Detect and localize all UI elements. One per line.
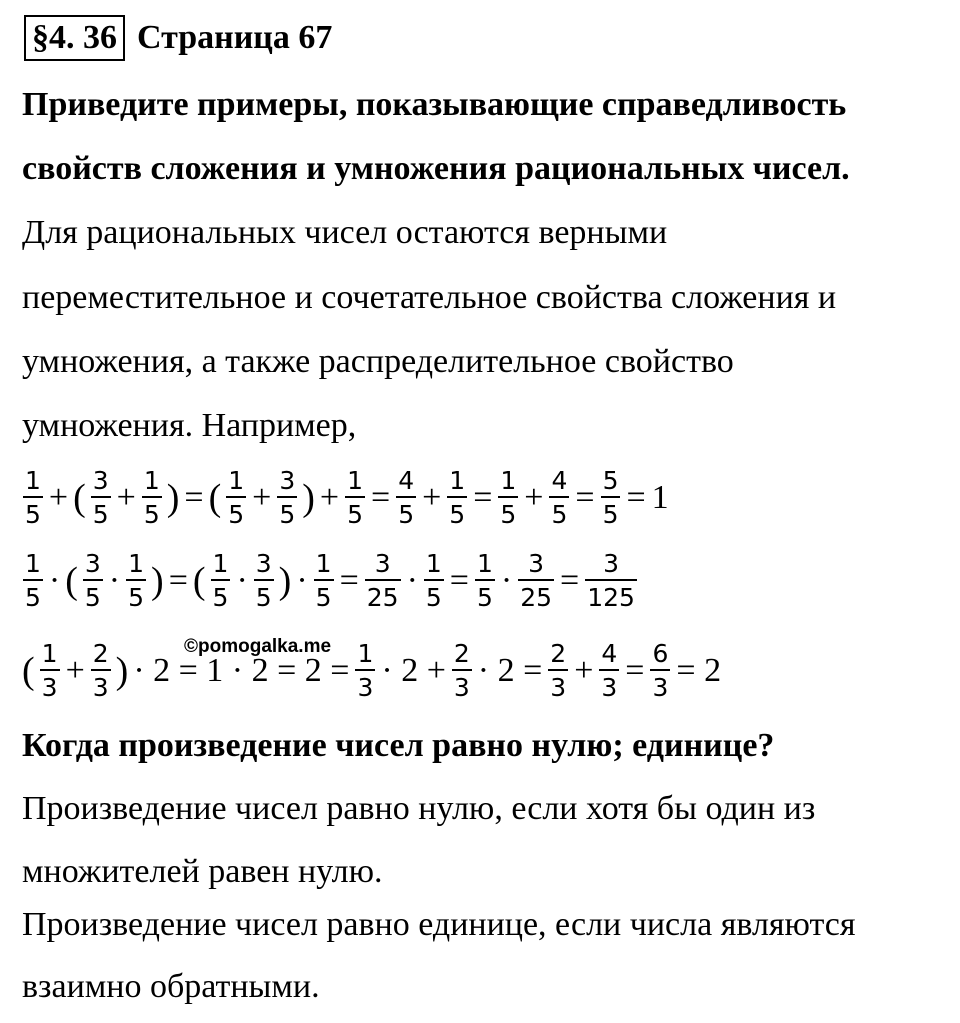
operator: = bbox=[575, 478, 595, 516]
answer-1-line-2: переместительное и сочетательное свойства сложения и bbox=[22, 279, 837, 316]
page-header bbox=[24, 14, 332, 62]
paren: ( bbox=[73, 476, 86, 519]
fraction: $\frac{1}{5}$ bbox=[347, 466, 363, 529]
paren: ) bbox=[166, 476, 180, 519]
fraction: $\frac{4}{3}$ bbox=[601, 639, 618, 702]
question-2: Когда произведение чисел равно нулю; единице? bbox=[22, 727, 775, 764]
fraction: $\frac{3}{125}$ bbox=[587, 549, 635, 612]
answer-2-line-4: взаимно обратными. bbox=[22, 968, 320, 1005]
paren: ( bbox=[192, 559, 206, 602]
expression-segment: · 2 = 1 · 2 = 2 = bbox=[133, 651, 350, 689]
fraction: $\frac{3}{5}$ bbox=[279, 466, 296, 529]
fraction: $\frac{1}{5}$ bbox=[449, 466, 466, 529]
paren: ( bbox=[208, 476, 222, 519]
fraction: $\frac{5}{5}$ bbox=[602, 466, 619, 529]
paren: ) bbox=[151, 559, 164, 602]
fraction: $\frac{1}{5}$ bbox=[425, 549, 442, 612]
fraction: $\frac{1}{5}$ bbox=[315, 549, 332, 612]
operator: = bbox=[560, 561, 580, 599]
answer-2-line-1: Произведение чисел равно нулю, если хотя бы один из bbox=[22, 790, 816, 827]
formula-distributive bbox=[20, 641, 724, 700]
operator: · bbox=[406, 561, 418, 599]
operator: · bbox=[48, 561, 61, 599]
operator: · bbox=[236, 561, 248, 599]
paren: ( bbox=[65, 559, 78, 602]
fraction: $\frac{6}{3}$ bbox=[652, 639, 669, 702]
operator: = bbox=[371, 478, 391, 516]
operator: = bbox=[449, 561, 469, 599]
fraction: $\frac{1}{3}$ bbox=[41, 639, 58, 702]
answer-1-line-4: умножения. Например, bbox=[22, 407, 357, 444]
operator: + bbox=[422, 478, 442, 516]
fraction: $\frac{4}{5}$ bbox=[551, 466, 568, 529]
fraction: $\frac{1}{5}$ bbox=[128, 549, 145, 612]
answer-1-line-3: умножения, а также распределительное свойство bbox=[22, 343, 734, 380]
paren: ) bbox=[302, 476, 315, 519]
watermark: ©pomogalka.me bbox=[184, 636, 332, 657]
fraction: $\frac{1}{3}$ bbox=[357, 639, 374, 702]
operator: · bbox=[296, 561, 308, 599]
fraction: $\frac{1}{5}$ bbox=[143, 466, 160, 529]
page-title: Страница 67 bbox=[137, 19, 333, 56]
operator: + bbox=[524, 478, 544, 516]
expression-segment: · 2 = bbox=[477, 651, 543, 689]
operator: + bbox=[252, 478, 272, 516]
result: 1 bbox=[651, 478, 669, 516]
fraction: $\frac{3}{25}$ bbox=[520, 549, 553, 612]
operator: = bbox=[168, 561, 188, 599]
paren: ) bbox=[278, 559, 292, 602]
expression-segment: · 2 + bbox=[381, 651, 446, 689]
operator: · bbox=[500, 561, 513, 599]
fraction: $\frac{3}{5}$ bbox=[255, 549, 272, 612]
formula-multiplication bbox=[20, 551, 640, 610]
answer-1-line-1: Для рациональных чисел остаются верными bbox=[22, 214, 668, 251]
operator: = bbox=[339, 561, 359, 599]
expression-segment: = 2 bbox=[676, 651, 722, 689]
operator: + bbox=[65, 651, 85, 689]
operator: + bbox=[574, 651, 594, 689]
operator: = bbox=[626, 478, 646, 516]
formula-addition bbox=[20, 468, 672, 527]
operator: + bbox=[319, 478, 340, 516]
fraction: $\frac{2}{3}$ bbox=[453, 639, 470, 702]
section-badge: §4. 36 bbox=[24, 15, 125, 61]
fraction: $\frac{1}{5}$ bbox=[25, 549, 41, 612]
fraction: $\frac{3}{5}$ bbox=[84, 549, 101, 612]
fraction: $\frac{1}{5}$ bbox=[476, 549, 493, 612]
fraction: $\frac{3}{5}$ bbox=[92, 466, 109, 529]
paren: ) bbox=[115, 649, 129, 692]
question-1-line-2: свойств сложения и умножения рациональных чисел. bbox=[22, 150, 850, 187]
answer-2-line-3: Произведение чисел равно единице, если числа являются bbox=[22, 906, 856, 943]
fraction: $\frac{1}{5}$ bbox=[212, 549, 229, 612]
fraction: $\frac{3}{25}$ bbox=[366, 549, 399, 612]
fraction: $\frac{2}{3}$ bbox=[550, 639, 567, 702]
question-1-line-1: Приведите примеры, показывающие справедливость bbox=[22, 86, 847, 123]
fraction: $\frac{1}{5}$ bbox=[500, 466, 517, 529]
fraction: $\frac{1}{5}$ bbox=[25, 466, 41, 529]
operator: + bbox=[116, 478, 136, 516]
operator: · bbox=[108, 561, 121, 599]
operator: + bbox=[48, 478, 69, 516]
fraction: $\frac{1}{5}$ bbox=[228, 466, 245, 529]
operator: = bbox=[625, 651, 645, 689]
operator: = bbox=[473, 478, 493, 516]
paren: ( bbox=[22, 649, 35, 692]
fraction: $\frac{4}{5}$ bbox=[398, 466, 415, 529]
operator: = bbox=[184, 478, 204, 516]
fraction: $\frac{2}{3}$ bbox=[92, 639, 109, 702]
answer-2-line-2: множителей равен нулю. bbox=[22, 853, 383, 890]
